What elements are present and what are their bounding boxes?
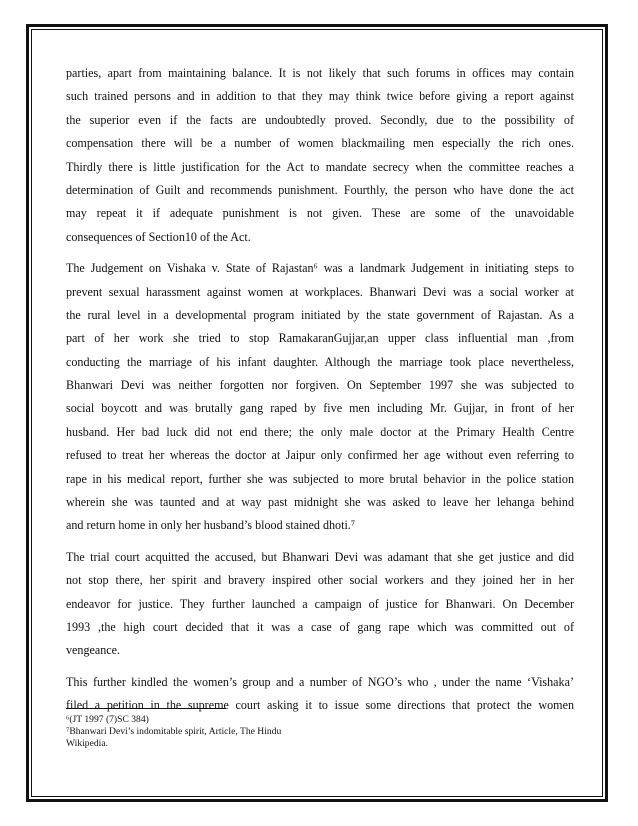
text-line: endeavor for justice. They further launched a campaign of justice for Bhanwari. On December	[66, 596, 574, 611]
text-line: and return home in only her husband’s blood stained dhoti.⁷	[66, 518, 356, 533]
text-line: husband. Her bad luck did not end there; the only male doctor at the Primary Health Centre	[66, 424, 574, 439]
footnote-7: ⁷Bhanwari Devi’s indomitable spirit, Article, The Hindu	[66, 726, 282, 738]
text-line: consequences of Section10 of the Act.	[66, 229, 251, 244]
text-line: rape in his medical report, further she was subjected to more brutal behavior in the police station	[66, 471, 574, 486]
text-line: such trained persons and in addition to that they may think twice before giving a report against	[66, 89, 574, 104]
text-line: determination of Guilt and recommends punishment. Fourthly, the person who have done the act	[66, 182, 574, 197]
text-line: the rural level in a developmental program initiated by the state government of Rajastan. As a	[66, 307, 574, 322]
paragraph-1	[66, 62, 574, 249]
text-line: The Judgement on Vishaka v. State of Rajastan⁶ was a landmark Judgement in initiating steps to	[66, 261, 574, 276]
text-line: prevent sexual harassment against women at workplaces. Bhanwari Devi was a social worker at	[66, 284, 574, 299]
text-line: may repeat it if adequate punishment is not given. These are some of the unavoidable	[66, 206, 574, 221]
text-line: not stop there, her spirit and bravery inspired other social workers and they joined her in her	[66, 573, 574, 588]
footnotes	[66, 714, 574, 751]
text-line: This further kindled the women’s group and a number of NGO’s who , under the name ‘Vishaka’	[66, 674, 574, 689]
text-line: conducting the marriage of his infant daughter. Although the marriage took place nevertheless,	[66, 354, 574, 369]
text-line: Thirdly there is little justification for the Act to mandate secrecy when the committee reaches a	[66, 159, 574, 174]
text-line: filed a petition in the supreme court asking it to issue some directions that protect the women	[66, 698, 574, 713]
body-text	[66, 62, 574, 726]
text-line: The trial court acquitted the accused, but Bhanwari Devi was adamant that she get justice and did	[66, 549, 574, 564]
text-line: compensation there will be a number of women blackmailing men especially the rich ones.	[66, 136, 574, 151]
paragraph-3	[66, 546, 574, 663]
text-line: Bhanwari Devi was neither forgotten nor forgiven. On September 1997 she was subjected to	[66, 378, 574, 393]
text-line: parties, apart from maintaining balance. It is not likely that such forums in offices may contain	[66, 66, 574, 80]
text-line: part of her work she tried to stop RamakaranGujjar,an upper class influential man ,from	[66, 331, 574, 346]
footnote-6: ⁶(JT 1997 (7)SC 384)	[66, 714, 149, 725]
paragraph-2	[66, 257, 574, 538]
text-line: refused to treat her whereas the doctor at Jaipur only confirmed her age without even referring to	[66, 448, 574, 463]
footnote-7-continued: Wikipedia.	[66, 738, 108, 750]
text-line: wherein she was taunted and at way past midnight she was asked to leave her lehanga behind	[66, 495, 574, 510]
paragraph-4	[66, 671, 574, 718]
text-line: social boycott and was brutally gang raped by five men including Mr. Gujjar, in front of her	[66, 401, 574, 416]
text-line: vengeance.	[66, 643, 121, 658]
text-line: the superior even if the facts are undoubtedly proved. Secondly, due to the possibility of	[66, 112, 574, 127]
text-line: 1993 ,the high court decided that it was a case of gang rape which was committed out of	[66, 619, 574, 634]
footnote-separator	[66, 708, 226, 709]
